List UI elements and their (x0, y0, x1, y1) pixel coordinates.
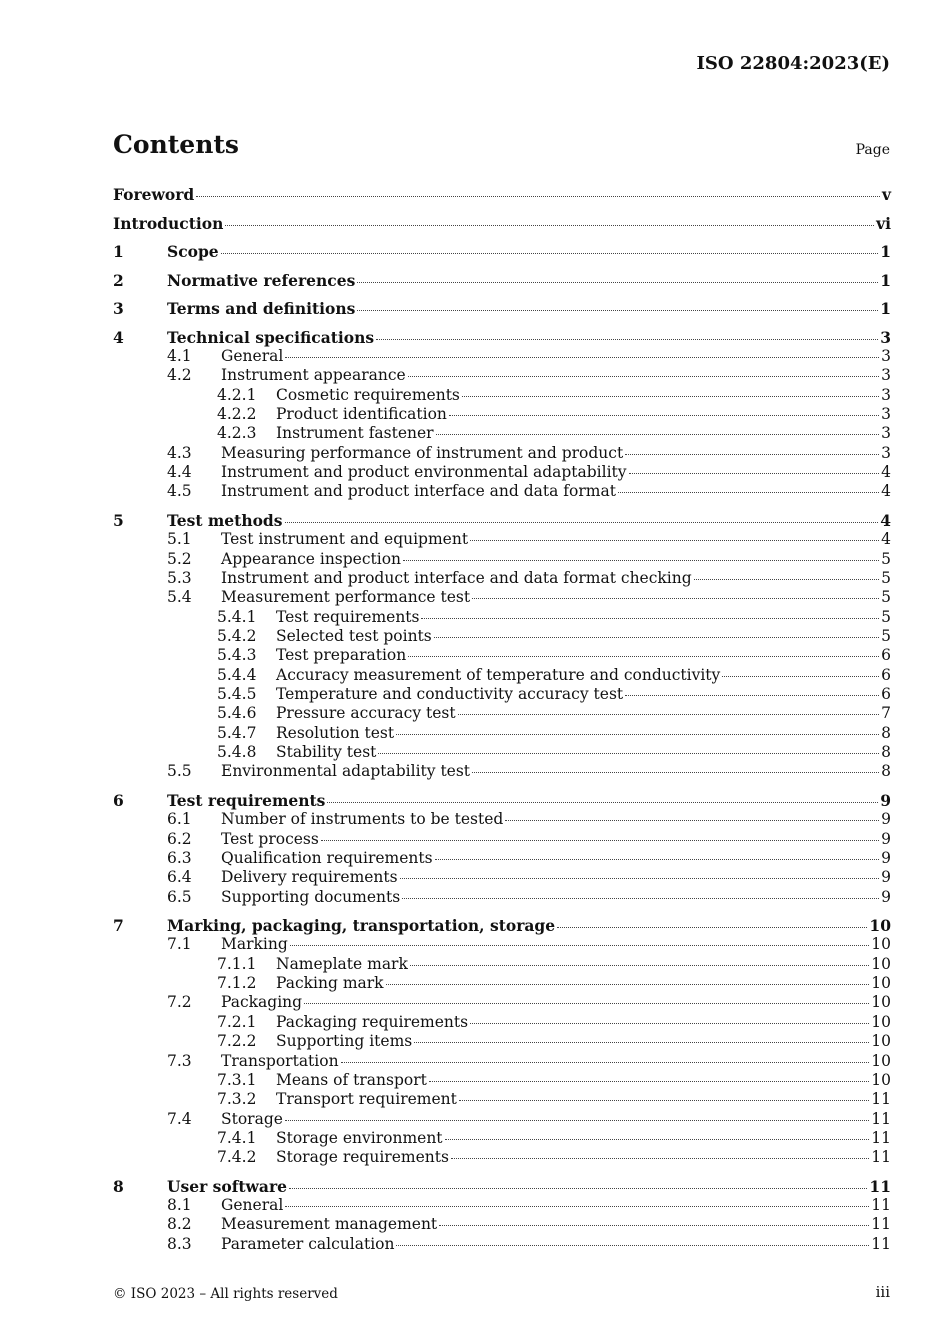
toc-entry-title: Marking, packaging, transportation, storage (167, 915, 556, 935)
dot-leader (429, 1081, 869, 1082)
page-number: iii (875, 1283, 890, 1301)
toc-entry[interactable] (113, 588, 891, 607)
toc-entry-title: Scope (167, 242, 219, 261)
toc-entry-number: 5.4.4 (217, 665, 257, 684)
toc-entry-page: 4 (880, 510, 891, 530)
dot-leader (618, 492, 879, 493)
toc-entry-title: Instrument and product environmental adaptability (221, 463, 627, 482)
dot-leader (505, 820, 879, 821)
toc-entry[interactable] (113, 482, 891, 501)
toc-entry[interactable] (113, 271, 891, 291)
toc-entry[interactable] (113, 810, 891, 829)
toc-entry[interactable] (113, 1032, 891, 1051)
dot-leader (196, 196, 880, 197)
toc-entry-page: 5 (881, 568, 891, 587)
toc-entry-title: Nameplate mark (276, 954, 408, 973)
toc-entry-number: 5.4.1 (217, 607, 257, 626)
toc-entry[interactable] (113, 328, 891, 348)
dot-leader (386, 984, 870, 985)
dot-leader (221, 253, 879, 254)
toc-entry-number: 6.1 (167, 810, 192, 829)
toc-entry-page: 1 (880, 242, 891, 261)
toc-entry-number: 8.1 (167, 1196, 192, 1215)
toc-entry-title: Accuracy measurement of temperature and conductivity (276, 665, 721, 684)
toc-entry-page: 10 (871, 1051, 891, 1070)
toc-entry-title: Test requirements (167, 790, 326, 810)
toc-entry-page: 10 (871, 1070, 891, 1089)
toc-entry-page: 3 (881, 405, 891, 424)
toc-entry-page: 8 (881, 723, 891, 742)
toc-entry-title: Pressure accuracy test (276, 704, 456, 723)
dot-leader (472, 598, 879, 599)
toc-entry-number: 5.4.3 (217, 646, 257, 665)
dot-leader (459, 1100, 869, 1101)
toc-entry-page: 10 (871, 974, 891, 993)
toc-entry-page: 5 (881, 549, 891, 568)
toc-entry-title: Packing mark (276, 974, 384, 993)
toc-entry-page: 9 (881, 810, 891, 829)
dot-leader (341, 1062, 870, 1063)
dot-leader (285, 1120, 869, 1121)
dot-leader (402, 898, 879, 899)
toc-entry-title: Test preparation (276, 646, 407, 665)
toc-entry-title: Storage environment (276, 1128, 443, 1147)
dot-leader (378, 753, 879, 754)
toc-entry-number: 4 (113, 327, 124, 347)
dot-leader (472, 772, 879, 773)
dot-leader (625, 695, 879, 696)
toc-entry-number: 5.2 (167, 549, 192, 568)
dot-leader (722, 676, 879, 677)
dot-leader (408, 656, 879, 657)
toc-entry[interactable] (113, 299, 891, 319)
toc-entry-title: Storage (221, 1109, 283, 1128)
toc-entry-title: General (221, 347, 284, 365)
toc-entry-page: 10 (871, 954, 891, 973)
toc-entry[interactable] (113, 1110, 891, 1129)
toc-entry-title: Packaging requirements (276, 1012, 469, 1031)
toc-entry-number: 1 (113, 242, 124, 261)
toc-entry-page: 7 (881, 704, 891, 723)
dot-leader (629, 473, 880, 474)
toc-entry-number: 8.3 (167, 1234, 192, 1253)
dot-leader (449, 415, 879, 416)
toc-entry-page: 11 (871, 1196, 891, 1215)
toc-entry-number: 6.3 (167, 848, 192, 867)
toc-entry-title: Packaging (221, 993, 303, 1012)
toc-entry-number: 5.5 (167, 762, 192, 781)
toc-entry-title: Normative references (167, 270, 356, 290)
toc-entry-title: Means of transport (276, 1070, 427, 1089)
toc-entry-number: 4.4 (167, 463, 192, 482)
toc-entry-page: 6 (881, 685, 891, 703)
toc-entry-title: Stability test (276, 743, 377, 762)
toc-entry-number: 5.4 (167, 588, 192, 607)
toc-entry-page: 3 (881, 443, 891, 462)
toc-entry-page: 5 (881, 607, 891, 626)
toc-entry-number: 6.2 (167, 829, 192, 848)
toc-entry-title: Parameter calculation (221, 1234, 395, 1253)
toc-entry-title: Measuring performance of instrument and product (221, 443, 624, 462)
toc-entry-number: 5 (113, 510, 124, 530)
dot-leader (321, 840, 879, 841)
toc-entry-number: 7.4 (167, 1109, 192, 1128)
dot-leader (421, 618, 879, 619)
toc-entry-number: 7.2.2 (217, 1032, 257, 1051)
toc-entry-page: 11 (871, 1128, 891, 1147)
toc-entry-number: 7.4.2 (217, 1148, 257, 1167)
toc-entry[interactable] (113, 1177, 891, 1197)
toc-entry-title: Number of instruments to be tested (221, 810, 504, 829)
toc-entry-number: 7.3.1 (217, 1070, 257, 1089)
toc-entry-number: 4.2.2 (217, 405, 257, 424)
table-of-contents (113, 185, 891, 1254)
toc-entry[interactable] (113, 444, 891, 463)
toc-entry-number: 5.4.8 (217, 743, 257, 762)
toc-entry-page: 10 (869, 915, 891, 935)
dot-leader (357, 282, 878, 283)
toc-entry-number: 5.4.7 (217, 723, 257, 742)
toc-entry-number: 4.2.1 (217, 385, 257, 404)
toc-entry[interactable] (113, 791, 891, 811)
toc-entry-page: 9 (881, 848, 891, 867)
dot-leader (434, 637, 879, 638)
toc-entry-page: 4 (881, 482, 891, 501)
toc-entry-title: Test instrument and equipment (221, 530, 469, 549)
dot-leader (557, 927, 867, 928)
toc-entry-number: 7.2 (167, 993, 192, 1012)
dot-leader (285, 357, 879, 358)
toc-entry-title: Instrument and product interface and data format (221, 482, 616, 501)
toc-entry[interactable] (113, 424, 891, 443)
toc-entry[interactable] (113, 830, 891, 849)
toc-entry-page: 9 (881, 829, 891, 848)
toc-entry-number: 5.3 (167, 568, 192, 587)
toc-entry-number: 6.4 (167, 868, 192, 887)
document-id: ISO 22804:2023(E) (696, 53, 890, 74)
toc-entry-number: 5.4.2 (217, 626, 257, 645)
toc-entry-page: vi (876, 213, 891, 233)
toc-entry-number: 6.5 (167, 887, 192, 906)
toc-entry-title: Selected test points (276, 626, 432, 645)
toc-entry-number: 8 (113, 1176, 124, 1196)
toc-entry-title: Storage requirements (276, 1148, 449, 1167)
toc-entry-page: 1 (880, 270, 891, 290)
toc-entry-page: 6 (881, 646, 891, 665)
dot-leader (436, 434, 880, 435)
dot-leader (396, 1245, 869, 1246)
toc-entry-number: 4.1 (167, 347, 192, 365)
toc-entry-page: 3 (881, 385, 891, 404)
toc-entry-page: 11 (871, 1090, 891, 1109)
toc-entry[interactable] (113, 888, 891, 907)
toc-entry[interactable] (113, 1235, 891, 1254)
toc-entry[interactable] (113, 214, 891, 234)
toc-entry-page: 3 (881, 424, 891, 443)
page-column-label: Page (855, 142, 890, 158)
toc-entry-number: 2 (113, 270, 124, 290)
dot-leader (414, 1042, 869, 1043)
copyright-notice: © ISO 2023 – All rights reserved (113, 1286, 338, 1302)
toc-entry-page: 10 (871, 1012, 891, 1031)
toc-entry[interactable] (113, 511, 891, 531)
toc-entry-title: Measurement management (221, 1215, 438, 1234)
toc-entry-number: 4.5 (167, 482, 192, 501)
toc-entry-title: Test methods (167, 510, 283, 530)
toc-entry-page: 11 (871, 1215, 891, 1234)
toc-entry-title: Instrument appearance (221, 366, 406, 385)
toc-entry-title: Introduction (113, 213, 224, 233)
toc-entry[interactable] (113, 550, 891, 569)
toc-entry[interactable] (113, 646, 891, 665)
toc-entry-title: Measurement performance test (221, 588, 471, 607)
toc-entry[interactable] (113, 1129, 891, 1148)
dot-leader (694, 579, 879, 580)
toc-entry-number: 7.2.1 (217, 1012, 257, 1031)
toc-entry-page: 8 (881, 743, 891, 762)
dot-leader (403, 560, 879, 561)
toc-entry[interactable] (113, 743, 891, 762)
toc-entry-page: 9 (881, 887, 891, 906)
toc-entry[interactable] (113, 704, 891, 723)
toc-entry-page: 8 (881, 762, 891, 781)
toc-entry-page: 11 (871, 1148, 891, 1167)
dot-leader (285, 522, 879, 523)
toc-entry-title: Transportation (221, 1051, 339, 1070)
toc-entry-number: 7.1.1 (217, 954, 257, 973)
toc-entry-number: 8.2 (167, 1215, 192, 1234)
toc-entry[interactable] (113, 185, 891, 205)
toc-entry-page: 4 (881, 530, 891, 549)
toc-entry-title: Environmental adaptability test (221, 762, 471, 781)
toc-entry-title: Supporting items (276, 1032, 413, 1051)
dot-leader (451, 1158, 869, 1159)
toc-entry-title: Product identification (276, 405, 447, 424)
dot-leader (470, 1023, 869, 1024)
toc-entry-title: Temperature and conductivity accuracy test (276, 685, 624, 703)
toc-entry[interactable] (113, 666, 891, 685)
toc-entry-page: 3 (881, 347, 891, 365)
dot-leader (396, 734, 879, 735)
dot-leader (289, 1188, 867, 1189)
dot-leader (357, 310, 878, 311)
toc-entry[interactable] (113, 762, 891, 781)
toc-entry-title: Foreword (113, 185, 195, 204)
page-title: Contents (113, 130, 240, 159)
toc-entry[interactable] (113, 1052, 891, 1071)
toc-entry-page: 10 (871, 1032, 891, 1051)
toc-entry-number: 7.1.2 (217, 974, 257, 993)
toc-entry-title: Test requirements (276, 607, 420, 626)
dot-leader (435, 859, 880, 860)
toc-entry-page: v (881, 185, 891, 204)
toc-entry-title: Delivery requirements (221, 868, 398, 887)
toc-entry[interactable] (113, 569, 891, 588)
toc-entry[interactable] (113, 1196, 891, 1215)
toc-entry[interactable] (113, 1013, 891, 1032)
toc-entry-number: 7 (113, 915, 124, 935)
toc-entry-title: Terms and definitions (167, 299, 356, 318)
toc-entry[interactable] (113, 627, 891, 646)
toc-entry[interactable] (113, 916, 891, 936)
toc-entry-title: Resolution test (276, 723, 395, 742)
dot-leader (462, 396, 879, 397)
toc-entry[interactable] (113, 530, 891, 549)
toc-entry-number: 4.2 (167, 366, 192, 385)
toc-entry-number: 7.4.1 (217, 1128, 257, 1147)
toc-entry-page: 5 (881, 626, 891, 645)
toc-entry[interactable] (113, 1215, 891, 1234)
toc-entry-page: 9 (881, 868, 891, 887)
toc-entry[interactable] (113, 724, 891, 743)
toc-entry[interactable] (113, 366, 891, 385)
toc-entry-number: 7.3.2 (217, 1090, 257, 1109)
dot-leader (327, 802, 878, 803)
toc-entry-page: 6 (881, 665, 891, 684)
toc-entry-number: 4.2.3 (217, 424, 257, 443)
dot-leader (225, 225, 874, 226)
toc-entry[interactable] (113, 1148, 891, 1167)
dot-leader (285, 1206, 869, 1207)
dot-leader (439, 1225, 869, 1226)
toc-entry-title: Marking (221, 935, 288, 954)
toc-entry[interactable] (113, 463, 891, 482)
toc-entry-title: User software (167, 1176, 287, 1196)
dot-leader (304, 1003, 869, 1004)
toc-entry-title: General (221, 1196, 284, 1215)
toc-entry[interactable] (113, 386, 891, 405)
dot-leader (445, 1139, 870, 1140)
toc-entry-number: 4.3 (167, 443, 192, 462)
toc-entry-title: Test process (221, 829, 319, 848)
toc-entry[interactable] (113, 608, 891, 627)
toc-entry[interactable] (113, 242, 891, 262)
toc-entry-title: Technical specifications (167, 327, 375, 347)
toc-entry-page: 9 (880, 790, 891, 810)
toc-entry-page: 11 (869, 1176, 891, 1196)
dot-leader (408, 376, 879, 377)
toc-entry[interactable] (113, 685, 891, 704)
toc-entry-number: 7.1 (167, 935, 192, 954)
toc-entry-page: 1 (880, 299, 891, 318)
toc-entry[interactable] (113, 849, 891, 868)
toc-entry-page: 11 (871, 1109, 891, 1128)
toc-entry-title: Supporting documents (221, 887, 401, 906)
toc-entry-title: Instrument fastener (276, 424, 434, 443)
dot-leader (400, 878, 880, 879)
toc-entry-title: Instrument and product interface and data format checking (221, 568, 692, 587)
dot-leader (458, 714, 880, 715)
toc-entry-page: 5 (881, 588, 891, 607)
toc-entry-title: Cosmetic requirements (276, 385, 460, 404)
dot-leader (470, 540, 879, 541)
toc-entry[interactable] (113, 868, 891, 887)
toc-entry[interactable] (113, 955, 891, 974)
toc-entry[interactable] (113, 1090, 891, 1109)
toc-entry-page: 4 (881, 463, 891, 482)
toc-entry[interactable] (113, 347, 891, 366)
toc-entry-page: 11 (871, 1234, 891, 1253)
toc-entry[interactable] (113, 993, 891, 1012)
toc-entry-number: 5.4.5 (217, 685, 257, 703)
dot-leader (290, 945, 869, 946)
toc-entry-number: 3 (113, 299, 124, 318)
toc-entry-page: 3 (880, 327, 891, 347)
toc-entry-number: 7.3 (167, 1051, 192, 1070)
toc-entry-title: Transport requirement (276, 1090, 457, 1109)
toc-entry[interactable] (113, 974, 891, 993)
toc-entry-page: 3 (881, 366, 891, 385)
toc-entry-number: 5.4.6 (217, 704, 257, 723)
dot-leader (410, 965, 869, 966)
toc-entry-number: 6 (113, 790, 124, 810)
toc-entry-number: 5.1 (167, 530, 192, 549)
dot-leader (376, 339, 878, 340)
toc-entry[interactable] (113, 935, 891, 954)
toc-entry-title: Appearance inspection (221, 549, 402, 568)
dot-leader (625, 454, 879, 455)
toc-entry-page: 10 (871, 993, 891, 1012)
toc-entry[interactable] (113, 405, 891, 424)
toc-entry-title: Qualification requirements (221, 848, 433, 867)
toc-entry-page: 10 (871, 935, 891, 954)
toc-entry[interactable] (113, 1071, 891, 1090)
